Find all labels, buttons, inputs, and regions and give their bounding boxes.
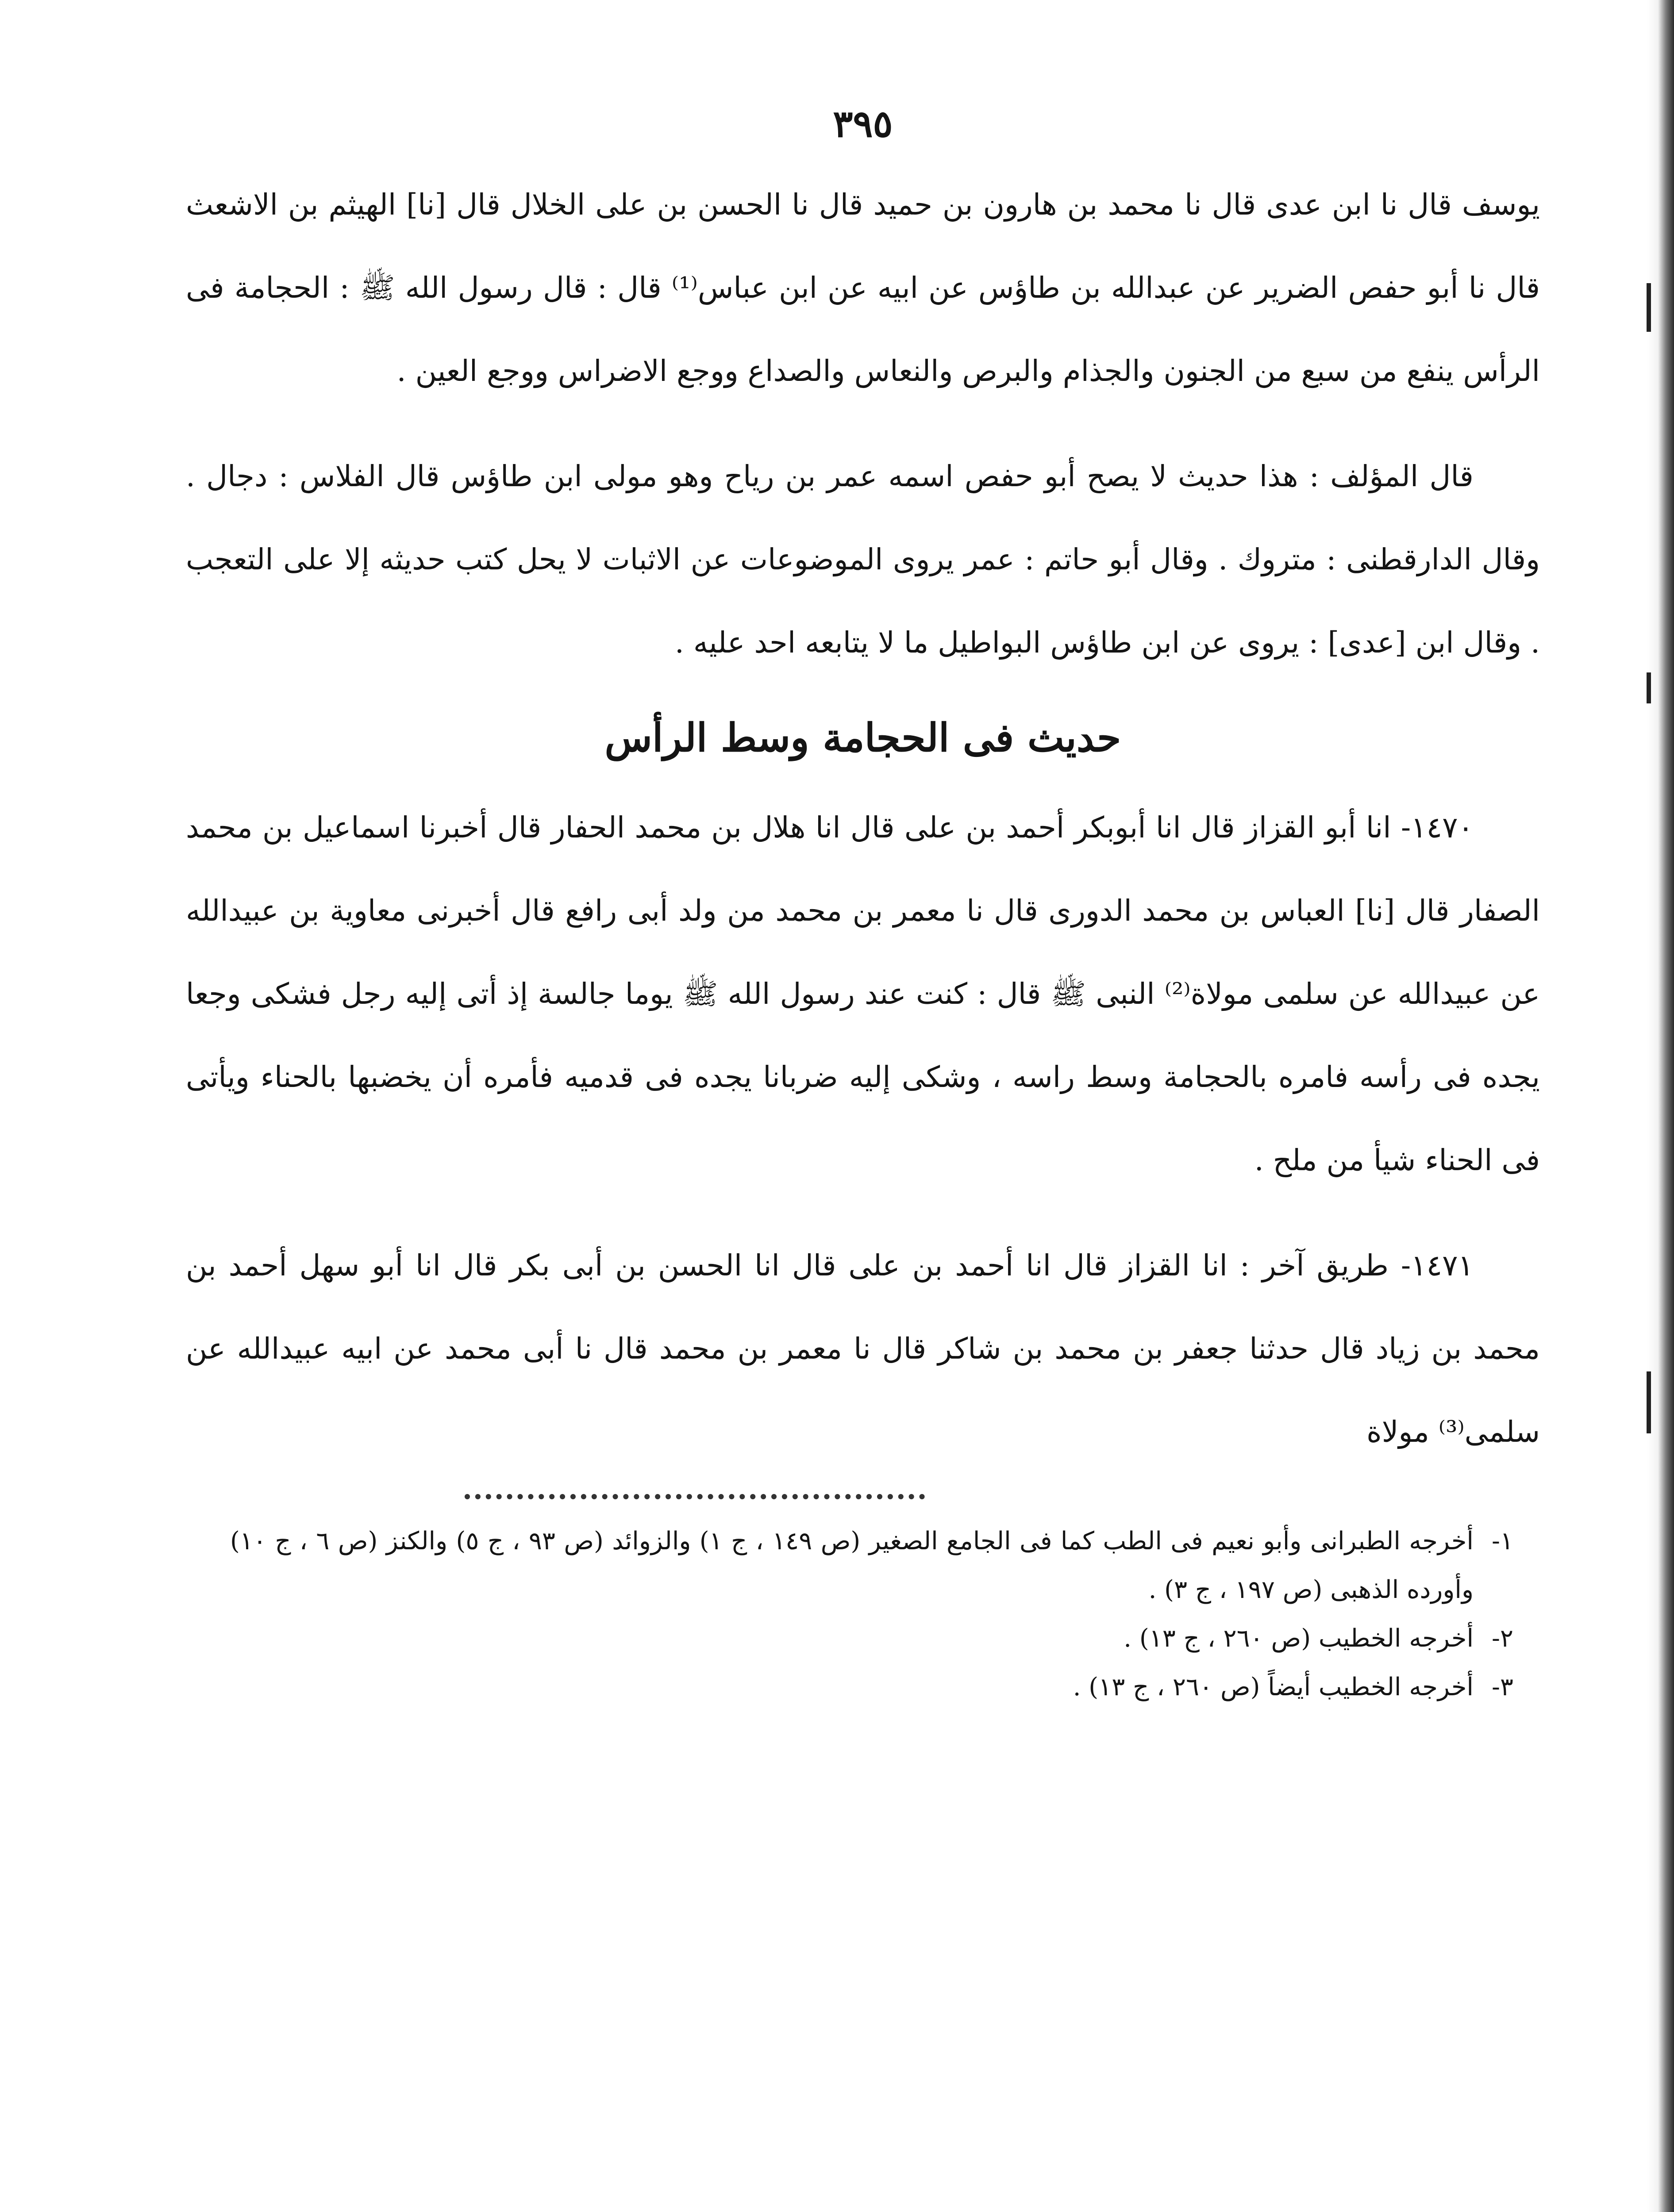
footnotes <box>230 1517 1540 1712</box>
section-heading: حديث فى الحجامة وسط الرأس <box>604 714 1121 760</box>
edge-mark <box>1647 283 1651 332</box>
footnote-text: أخرجه الخطيب (ص ٢٦٠ ، ج ١٣) . <box>1124 1624 1474 1653</box>
footnote-number: ١- <box>1492 1527 1513 1555</box>
paragraph-gap <box>186 1202 1540 1224</box>
hadith-1471: ١٤٧١- طريق آخر : انا القزاز قال انا أحمد بن على قال انا الحسن بن أبى بكر قال انا أبو سهل أحمد بن محمد بن زياد قال حدثنا جعفر بن محمد بن شاكر قال نا معمر بن محمد قال نا أبى محمد عن ابيه عبيدالله عن سلمى⁽³⁾ مولاة <box>186 1248 1540 1449</box>
footnote-divider <box>465 1494 925 1499</box>
paragraph-isnad: يوسف قال نا ابن عدى قال نا محمد بن هارون بن حميد قال نا الحسن بن على الخلال قال [نا] الهيثم بن الاشعث قال نا أبو حفص الضرير عن عبدالله بن طاؤس عن ابيه عن ابن عباس⁽¹⁾ قال : قال رسول الله ﷺ : الحجامة فى الرأس ينفع من سبع من الجنون والجذام والبرص والنعاس والصداع ووجع الاضراس ووجع العين . <box>186 188 1540 388</box>
edge-mark <box>1647 1371 1651 1433</box>
footnote-number: ٢- <box>1492 1624 1513 1653</box>
footnote-2 <box>230 1614 1513 1663</box>
footnote-text: أخرجه الطبرانى وأبو نعيم فى الطب كما فى الجامع الصغير (ص ١٤٩ ، ج ١) والزوائد (ص ٩٣ ، ج ٥) والكنز (ص ٦ ، ج ١٠) وأورده الذهبى (ص ١٩٧ ، ج ٣) . <box>230 1527 1474 1604</box>
paragraph-gap <box>186 413 1540 435</box>
hadith-1470: ١٤٧٠- انا أبو القزاز قال انا أبوبكر أحمد بن على قال انا هلال بن محمد الحفار قال أخبرنا اسماعيل بن محمد الصفار قال [نا] العباس بن محمد الدورى قال نا معمر بن محمد من ولد أبى رافع قال أخبرنى معاوية بن عبيدالله عن عبيدالله عن سلمى مولاة⁽²⁾ النبى ﷺ قال : كنت عند رسول الله ﷺ يوما جالسة إذ أتى إليه رجل فشكى وجعا يجده فى رأسه فامره بالحجامة وسط راسه ، وشكى إليه ضربانا يجده فى قدميه فأمره أن يخضبها بالحناء ويأتى فى الحناء شيأ من ملح . <box>186 810 1540 1177</box>
paragraph-author-comment: قال المؤلف : هذا حديث لا يصح أبو حفص اسمه عمر بن رياح وهو مولى ابن طاؤس قال الفلاس : دجال . وقال الدارقطنى : متروك . وقال أبو حاتم : عمر يروى الموضوعات عن الاثبات لا يحل كتب حديثه إلا على التعجب . وقال ابن [عدى] : يروى عن ابن طاؤس البواطيل ما لا يتابعه احد عليه . <box>186 459 1540 660</box>
page-number: ٣٩٥ <box>833 102 893 146</box>
page-binding-edge <box>1647 0 1674 2212</box>
footnote-text: أخرجه الخطيب أيضاً (ص ٢٦٠ ، ج ١٣) . <box>1073 1673 1474 1701</box>
footnote-1 <box>230 1517 1513 1614</box>
edge-mark <box>1647 672 1651 703</box>
footnote-3 <box>230 1663 1513 1712</box>
book-page <box>186 102 1540 1712</box>
footnote-number: ٣- <box>1492 1673 1513 1701</box>
